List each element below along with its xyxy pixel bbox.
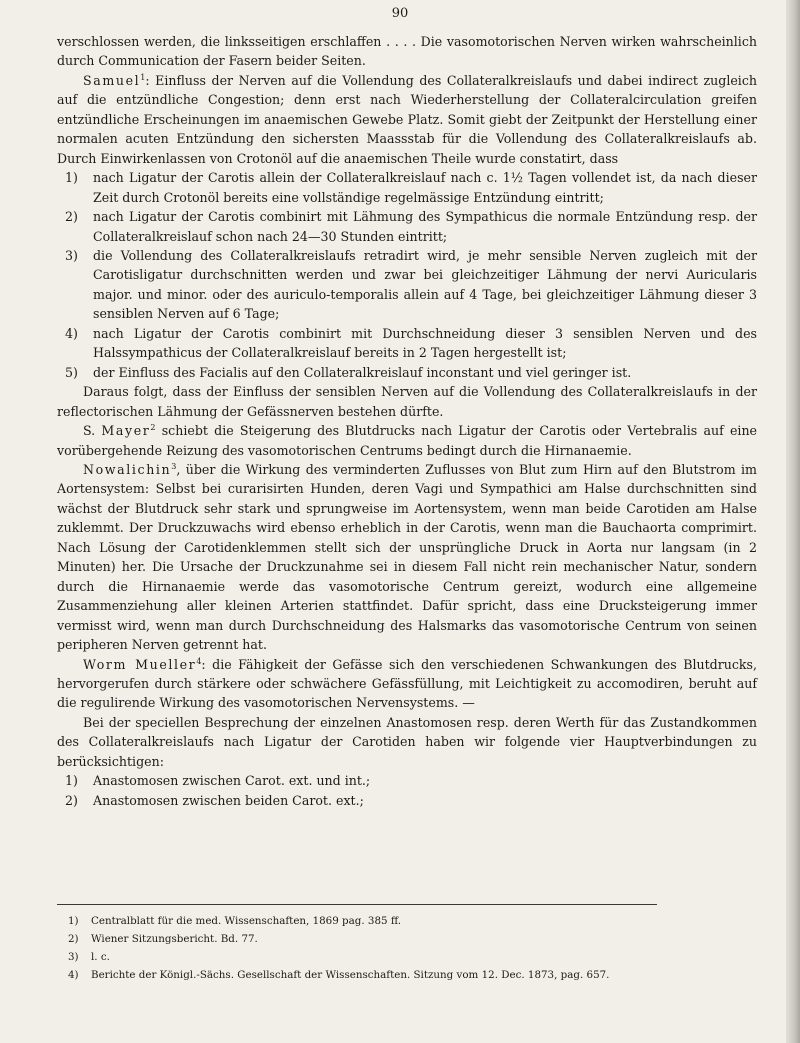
body-text [57,32,757,810]
list-number: 4) [65,325,78,341]
paragraph: verschlossen werden, die linksseitigen erschlaffen . . . . Die vasomotorischen Nerven wirken wahrscheinlich durch Communication der Fasern beider Seiten. [57,34,757,69]
list-number: 1) [65,773,78,789]
footnote-ref: 1 [140,72,146,82]
footnote-number: 4) [68,969,79,981]
paragraph: Bei der speciellen Besprechung der einzelnen Anastomosen resp. deren Werth für das Zustandkommen des Collateralkreislaufs nach Ligatur der Carotiden haben wir folgende vier Hauptverbindungen zu berücksichtigen: [57,714,757,769]
list-item: 2) nach Ligatur der Carotis combinirt mit Lähmung des Sympathicus die normale Entzündung resp. der Collateralkreislauf schon nach 24—30 Stunden eintritt; [65,209,757,244]
list-item: 3) die Vollendung des Collateralkreislaufs retradirt wird, je mehr sensible Nerven zugleich mit der Carotisligatur durchschnitten werden und zwar bei gleichzeitiger Lähmung der nervi Auricularis major. und minor. oder des auriculo-temporalis allein auf 4 Tage, bei gleichzeitiger Lähmung dieser 3 sensiblen Nerven auf 6 Tage; [65,247,757,322]
footnote: 4) Berichte der Königl.-Sächs. Gesellschaft der Wissenschaften. Sitzung vom 12. Dec. 1873, pag. 657. [68,966,748,984]
paragraph: Samuel$^1$: Einfluss der Nerven auf die Vollendung des Collateralkreislaufs und dabei indirect zugleich auf die entzündliche Congestion; denn erst nach Wiederherstellung der Collateralcirculation greifen entzündliche Erscheinungen im anaemischen Gewebe Platz. Somit giebt der Zeitpunkt der Herstellung einer normalen acuten Entzündung den sichersten Maassstab für die Vollendung des Collateralkreislaufs ab. Durch Einwirkenlassen von Crotonöl auf die anaemischen Theile wurde constatirt, dass [57,72,757,166]
footnotes [68,912,748,984]
list-number: 2) [65,792,78,808]
footnote-divider [57,904,657,905]
author-name: Worm Mueller [83,656,197,672]
footnote-ref: 3 [171,461,177,471]
list-number: 2) [65,209,78,225]
author-name: Nowalichin [83,461,172,477]
list-number: 3) [65,247,78,263]
footnote-ref: 4 [196,656,202,666]
list-item: 1) nach Ligatur der Carotis allein der Collateralkreislauf nach c. 1½ Tagen vollendet ist, da nach dieser Zeit durch Crotonöl bereits eine vollständige regelmässige Entzündung eintritt; [65,170,757,205]
list-number: 5) [65,364,78,380]
paragraph: S. Mayer$^2$ schiebt die Steigerung des Blutdrucks nach Ligatur der Carotis oder Vertebralis auf eine vorübergehende Reizung des vasomotorischen Centrums bedingt durch die Hirnanaemie. [57,423,758,458]
paragraph: Nowalichin$^3$, über die Wirkung des verminderten Zuflusses von Blut zum Hirn auf den Blutstrom im Aortensystem: Selbst bei curarisirten Hunden, deren Vagi und Sympathici am Halse durchschnitten sind wächst der Blutdruck sehr stark und sprungweise im Aortensystem, wenn man beide Carotiden am Halse zuklemmt. Der Druckzuwachs wird ebenso erheblich in der Carotis, wenn man die Bauchaorta comprimirt. Nach Lösung der Carotidenklemmen stellt sich der unsprüngliche Druck in Aorta nur langsam (in 2 Minuten) her. Die Ursache der Druckzunahme sei in diesem Fall nicht rein mechanischer Natur, sondern durch die Hirnanaemie werde das vasomotorische Centrum gereizt, wodurch eine allgemeine Zusammenziehung aller kleinen Arterien stattfindet. Dafür spricht, dass eine Drucksteigerung immer vermisst wird, wenn man durch Durchschneidung des Halsmarks das vasomotorische Centrum von seinen peripheren Nerven getrennt hat. [57,461,757,653]
author-name: Mayer [101,423,151,439]
list-item: 1) Anastomosen zwischen Carot. ext. und int.; [57,771,757,790]
page-edge-shadow [786,0,800,1043]
footnote-number: 2) [68,933,79,945]
footnote: 3) l. c. [68,948,748,966]
list-item: 2) Anastomosen zwischen beiden Carot. ext.; [57,791,757,810]
list-item: 5) der Einfluss des Facialis auf den Collateralkreislauf inconstant und viel geringer ist. [57,363,757,382]
paragraph: Worm Mueller$^4$: die Fähigkeit der Gefässe sich den verschiedenen Schwankungen des Blutdrucks, hervorgerufen durch stärkere oder schwächere Gefässfüllung, mit Leichtigkeit zu accomodiren, beruht auf die regulirende Wirkung des vasomotorischen Nervensystems. — [57,656,757,711]
footnote-number: 3) [68,951,79,963]
footnote: 1) Centralblatt für die med. Wissenschaften, 1869 pag. 385 ff. [68,912,748,930]
author-name: Samuel [83,72,141,88]
list-number: 1) [65,170,78,186]
paragraph: Daraus folgt, dass der Einfluss der sensiblen Nerven auf die Vollendung des Collateralkreislaufs in der reflectorischen Lähmung der Gefässnerven bestehen dürfte. [57,384,757,419]
footnote-number: 1) [68,915,79,927]
list-item: 4) nach Ligatur der Carotis combinirt mit Durchschneidung dieser 3 sensiblen Nerven und des Halssympathicus der Collateralkreislauf bereits in 2 Tagen hergestellt ist; [65,325,757,361]
footnote: 2) Wiener Sitzungsbericht. Bd. 77. [68,930,748,948]
page-number: 90 [391,6,409,21]
footnote-ref: 2 [150,423,156,433]
